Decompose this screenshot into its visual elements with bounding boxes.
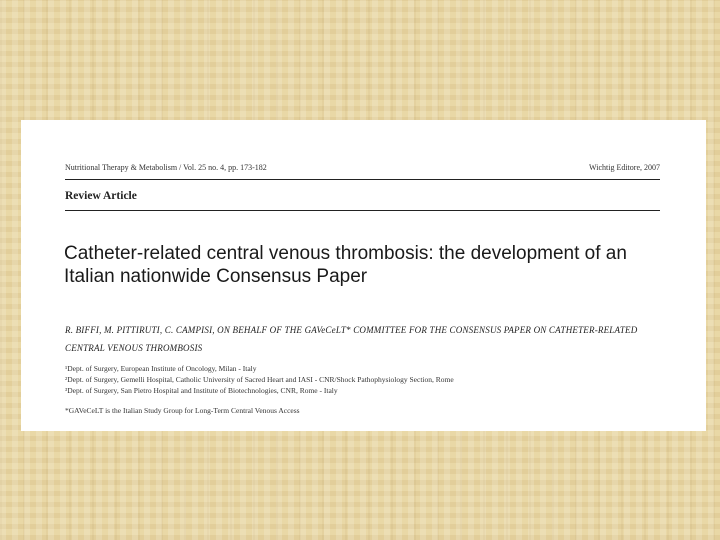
- affiliation-1: ¹Dept. of Surgery, European Institute of Oncology, Milan - Italy: [65, 364, 257, 373]
- publisher-edition: Wichtig Editore, 2007: [589, 163, 660, 172]
- group-footnote: *GAVeCeLT is the Italian Study Group for Long-Term Central Venous Access: [65, 406, 300, 415]
- author-list: R. BIFFI, M. PITTIRUTI, C. CAMPISI, ON BEHALF OF THE GAVeCeLT* COMMITTEE FOR THE CONSENSUS PAPER ON CATHETER-RELATED CENTRAL VENOUS THROMBOSIS: [65, 325, 638, 353]
- article-title: Catheter-related central venous thrombosis: the development of an Italian nationwide Consensus Paper: [64, 243, 627, 287]
- paper-page: [21, 120, 706, 431]
- header-rule-top: [65, 179, 660, 180]
- running-header: [65, 163, 660, 172]
- journal-citation: Nutritional Therapy & Metabolism / Vol. 25 no. 4, pp. 173-182: [65, 163, 267, 172]
- section-label: Review Article: [65, 190, 137, 202]
- affiliation-2: ²Dept. of Surgery, Gemelli Hospital, Catholic University of Sacred Heart and IASI - CNR/Shock Pathophysiology Section, Rome: [65, 375, 454, 384]
- header-rule-bottom: [65, 210, 660, 211]
- affiliations: [65, 363, 665, 396]
- affiliation-3: ³Dept. of Surgery, San Pietro Hospital and Institute of Biotechnologies, CNR, Rome - Italy: [65, 386, 338, 395]
